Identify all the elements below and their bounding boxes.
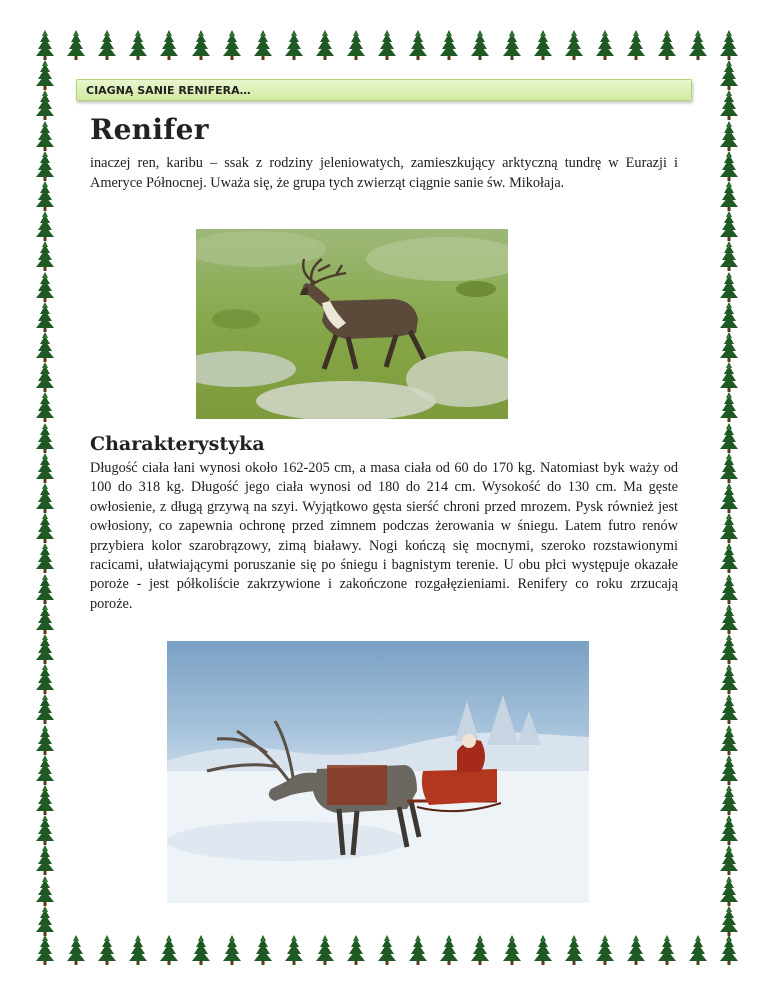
- christmas-tree-icon: [534, 935, 552, 965]
- christmas-tree-icon: [36, 574, 54, 604]
- christmas-tree-icon: [36, 121, 54, 151]
- christmas-tree-icon: [285, 30, 303, 60]
- christmas-tree-icon: [285, 935, 303, 965]
- christmas-tree-icon: [36, 30, 54, 60]
- christmas-tree-icon: [720, 181, 738, 211]
- christmas-tree-icon: [720, 151, 738, 181]
- christmas-tree-icon: [658, 935, 676, 965]
- christmas-tree-icon: [36, 785, 54, 815]
- christmas-tree-icon: [471, 30, 489, 60]
- christmas-tree-icon: [254, 935, 272, 965]
- christmas-tree-icon: [689, 935, 707, 965]
- christmas-tree-icon: [254, 30, 272, 60]
- header-label: CIAGNĄ SANIE RENIFERA…: [86, 84, 251, 97]
- christmas-tree-icon: [720, 483, 738, 513]
- christmas-tree-icon: [36, 423, 54, 453]
- christmas-tree-icon: [36, 513, 54, 543]
- christmas-tree-icon: [36, 935, 54, 965]
- christmas-tree-icon: [503, 30, 521, 60]
- christmas-tree-icon: [67, 30, 85, 60]
- christmas-tree-icon: [720, 694, 738, 724]
- christmas-tree-icon: [223, 935, 241, 965]
- christmas-tree-icon: [36, 664, 54, 694]
- section-header-bar: [76, 79, 692, 101]
- christmas-tree-icon: [720, 423, 738, 453]
- christmas-tree-icon: [36, 543, 54, 573]
- christmas-tree-icon: [627, 935, 645, 965]
- christmas-tree-icon: [347, 935, 365, 965]
- christmas-tree-icon: [160, 935, 178, 965]
- christmas-tree-icon: [440, 935, 458, 965]
- intro-paragraph: inaczej ren, karibu – ssak z rodziny jeleniowatych, zamieszkujący arktyczną tundrę w Eurazji i Ameryce Północnej. Uważa się, że grupa tych zwierząt ciągnie sanie św. Mikołaja.: [90, 155, 678, 191]
- christmas-tree-icon: [720, 60, 738, 90]
- christmas-tree-icon: [67, 935, 85, 965]
- christmas-tree-icon: [720, 574, 738, 604]
- christmas-tree-icon: [596, 935, 614, 965]
- christmas-tree-icon: [36, 151, 54, 181]
- christmas-tree-icon: [36, 876, 54, 906]
- christmas-tree-icon: [36, 845, 54, 875]
- christmas-tree-icon: [720, 876, 738, 906]
- christmas-tree-icon: [720, 725, 738, 755]
- christmas-tree-icon: [316, 935, 334, 965]
- reindeer-tundra-photo: [196, 229, 508, 419]
- christmas-tree-icon: [36, 483, 54, 513]
- christmas-tree-icon: [720, 302, 738, 332]
- christmas-tree-icon: [36, 725, 54, 755]
- christmas-tree-icon: [409, 935, 427, 965]
- christmas-tree-icon: [503, 935, 521, 965]
- christmas-tree-icon: [720, 241, 738, 271]
- christmas-tree-icon: [720, 543, 738, 573]
- christmas-tree-icon: [36, 302, 54, 332]
- christmas-tree-icon: [98, 30, 116, 60]
- christmas-tree-icon: [36, 755, 54, 785]
- christmas-tree-icon: [720, 362, 738, 392]
- christmas-tree-icon: [36, 211, 54, 241]
- christmas-tree-icon: [378, 30, 396, 60]
- christmas-tree-icon: [36, 241, 54, 271]
- christmas-tree-icon: [720, 332, 738, 362]
- christmas-tree-icon: [596, 30, 614, 60]
- christmas-tree-icon: [98, 935, 116, 965]
- christmas-tree-icon: [36, 906, 54, 936]
- christmas-tree-icon: [36, 392, 54, 422]
- christmas-tree-icon: [36, 362, 54, 392]
- christmas-tree-icon: [720, 634, 738, 664]
- christmas-tree-icon: [720, 30, 738, 60]
- christmas-tree-icon: [720, 906, 738, 936]
- christmas-tree-icon: [347, 30, 365, 60]
- christmas-tree-icon: [720, 392, 738, 422]
- christmas-tree-icon: [129, 30, 147, 60]
- christmas-tree-icon: [36, 60, 54, 90]
- christmas-tree-icon: [192, 30, 210, 60]
- christmas-tree-icon: [36, 332, 54, 362]
- christmas-tree-icon: [720, 453, 738, 483]
- christmas-tree-icon: [720, 90, 738, 120]
- santa-sleigh-photo: [167, 641, 589, 903]
- christmas-tree-icon: [36, 90, 54, 120]
- christmas-tree-icon: [36, 453, 54, 483]
- christmas-tree-icon: [720, 785, 738, 815]
- christmas-tree-icon: [223, 30, 241, 60]
- christmas-tree-icon: [627, 30, 645, 60]
- christmas-tree-icon: [720, 664, 738, 694]
- christmas-tree-icon: [409, 30, 427, 60]
- section-heading: Charakterystyka: [90, 433, 265, 455]
- christmas-tree-icon: [720, 845, 738, 875]
- christmas-tree-icon: [36, 181, 54, 211]
- christmas-tree-icon: [720, 121, 738, 151]
- christmas-tree-icon: [720, 211, 738, 241]
- christmas-tree-icon: [378, 935, 396, 965]
- christmas-tree-icon: [720, 815, 738, 845]
- christmas-tree-icon: [36, 694, 54, 724]
- christmas-tree-icon: [720, 604, 738, 634]
- christmas-tree-icon: [658, 30, 676, 60]
- christmas-tree-icon: [36, 815, 54, 845]
- christmas-tree-icon: [720, 935, 738, 965]
- christmas-tree-icon: [36, 604, 54, 634]
- christmas-tree-icon: [720, 272, 738, 302]
- christmas-tree-icon: [160, 30, 178, 60]
- christmas-tree-icon: [440, 30, 458, 60]
- christmas-tree-icon: [565, 30, 583, 60]
- christmas-tree-icon: [471, 935, 489, 965]
- christmas-tree-icon: [192, 935, 210, 965]
- christmas-tree-icon: [689, 30, 707, 60]
- christmas-tree-icon: [36, 272, 54, 302]
- christmas-tree-icon: [720, 755, 738, 785]
- christmas-tree-icon: [565, 935, 583, 965]
- section-text: Długość ciała łani wynosi około 162-205 cm, a masa ciała od 60 do 170 kg. Natomiast byk waży od 100 do 318 kg. Długość jego ciała wynosi od 180 do 214 cm. Wysokość do 130 cm. Ma gęste owłosienie, z długą grzywą na szyi. Wyjątkowo gęsta sierść chroni przed mrozem. Pysk również jest owłosiony, co zapewnia ochronę przed zimnem podczas żerowania w śniegu. Latem futro renów przybiera kolor szarobrązowy, zimą białawy. Nogi kończą się mocnymi, szeroko rozstawionymi racicami, ułatwiającymi poruszanie się po śniegu i bagnistym terenie. U obu płci występuje okazałe poroże - jest półkoliście zakrzywione i zakończone rozgałęzieniami. Renifery co roku zrzucają poroże.: [90, 460, 678, 612]
- page-title: Renifer: [90, 113, 209, 146]
- christmas-tree-icon: [36, 634, 54, 664]
- christmas-tree-icon: [720, 513, 738, 543]
- christmas-tree-icon: [534, 30, 552, 60]
- christmas-tree-icon: [129, 935, 147, 965]
- christmas-tree-icon: [316, 30, 334, 60]
